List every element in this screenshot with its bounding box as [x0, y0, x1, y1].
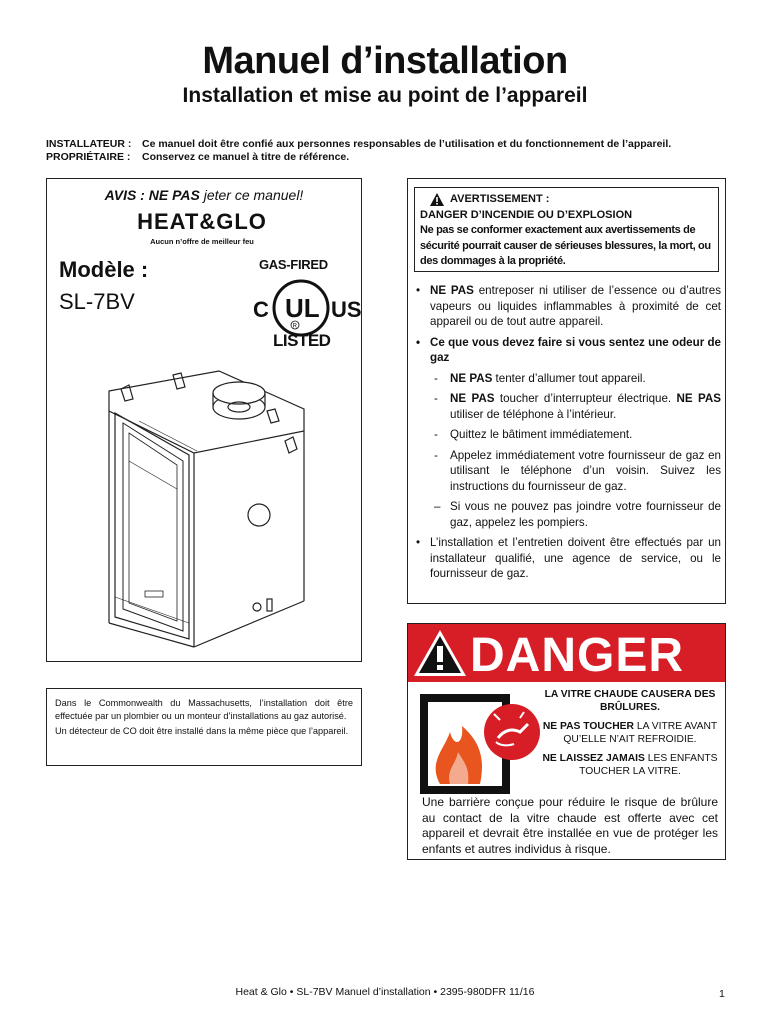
danger-line-1: LA VITRE CHAUDE CAUSERA DES BRÛLURES.: [544, 689, 716, 713]
page-subtitle: Installation et mise au point de l’appareil: [182, 84, 588, 107]
cert-c: C: [253, 297, 269, 322]
danger-box: [407, 623, 726, 860]
cert-r: R: [292, 323, 297, 330]
warning-box: [407, 178, 726, 604]
warning-title: AVERTISSEMENT :: [450, 193, 550, 205]
model-name: SL-7BV: [59, 289, 135, 314]
warning-subtitle: DANGER D’INCENDIE OU D’EXPLOSION: [420, 208, 633, 221]
owner-label: PROPRIÉTAIRE :: [46, 151, 131, 163]
danger-word: DANGER: [470, 629, 685, 682]
danger-line-3: NE LAISSEZ JAMAIS LES ENFANTS TOUCHER LA VITRE.: [542, 753, 718, 777]
cert-us: US: [331, 297, 362, 322]
footer-text: Heat & Glo • SL-7BV Manuel d’installation • 2395-980DFR 11/16: [235, 986, 535, 998]
danger-triangle-icon: [412, 628, 468, 678]
warning-list: [416, 283, 721, 587]
warning-header-box: [414, 187, 719, 272]
danger-line-2: NE PAS TOUCHER LA VITRE AVANT QU’ELLE N’AIT REFROIDIE.: [542, 721, 718, 745]
installer-text: Ce manuel doit être confié aux personnes responsables de l’utilisation et du fonctionnement de l’appareil.: [142, 138, 672, 150]
fireplace-illustration: [99, 371, 309, 649]
massachusetts-notice: [46, 688, 362, 766]
list-subitem: - Appelez immédiatement votre fournisseur de gaz en utilisant le téléphone d’un voisin. Suivez les instructions du fournisseur de gaz.: [434, 448, 721, 493]
list-subitem: – Si vous ne pouvez pas joindre votre fournisseur de gaz, appelez les pompiers.: [434, 500, 721, 529]
list-subitem: - NE PAS tenter d’allumer tout appareil.: [434, 371, 646, 385]
logo-tagline: Aucun n’offre de meilleur feu: [150, 237, 254, 246]
hot-glass-flame-icon: [420, 692, 540, 800]
warning-body: Ne pas se conformer exactement aux avertissements de sécurité pourrait causer de sérieuses blessures, la mort, ou des dommages à la propriété.: [420, 224, 711, 267]
avis-notice: AVIS : NE PAS jeter ce manuel!: [104, 187, 304, 203]
intro-block: [46, 138, 671, 164]
danger-banner: [408, 624, 725, 682]
heat-glo-logo: [117, 209, 287, 246]
page-title: Manuel d’installation: [202, 40, 568, 82]
warning-triangle-icon: [430, 193, 444, 206]
owner-text: Conservez ce manuel à titre de référence.: [142, 151, 350, 163]
mass-paragraph-1: Dans le Commonwealth du Massachusetts, l’installation doit être effectuée par un plombier ou un monteur d’installations au gaz autorisé.: [55, 698, 353, 721]
danger-text-block: [534, 688, 726, 784]
logo-text: HEAT&GLO: [137, 209, 267, 234]
cert-ul: UL: [285, 293, 320, 323]
installer-label: INSTALLATEUR :: [46, 138, 132, 150]
model-label: Modèle :: [59, 257, 149, 282]
list-subitem: - NE PAS toucher d’interrupteur électrique. NE PAS utiliser de téléphone à l’intérieur.: [434, 392, 722, 421]
list-subitem: - Quittez le bâtiment immédiatement.: [434, 428, 633, 441]
cert-top-text: GAS-FIRED: [259, 257, 328, 272]
page-number: 1: [719, 988, 725, 1000]
list-item: • Ce que vous devez faire si vous sentez une odeur de gaz: [416, 335, 721, 364]
list-item: • L’installation et l’entretien doivent être effectués par un installateur qualifié, une agence de service, ou le fournisseur de gaz.: [416, 536, 721, 580]
model-box: [46, 178, 362, 662]
ul-certification-mark: [245, 257, 362, 357]
mass-paragraph-2: Un détecteur de CO doit être installé dans la même pièce que l’appareil.: [55, 726, 349, 736]
cert-bottom-text: LISTED: [273, 331, 331, 350]
danger-barrier-text: Une barrière conçue pour réduire le risque de brûlure au contact de la vitre chaude est offerte avec cet appareil et devrait être installée en vue de protéger les enfants et autres individus à risque.: [422, 795, 718, 856]
list-item: • NE PAS entreposer ni utiliser de l’essence ou d’autres vapeurs ou liquides inflammables à proximité de cet appareil ou de tout autre appareil.: [416, 284, 721, 328]
